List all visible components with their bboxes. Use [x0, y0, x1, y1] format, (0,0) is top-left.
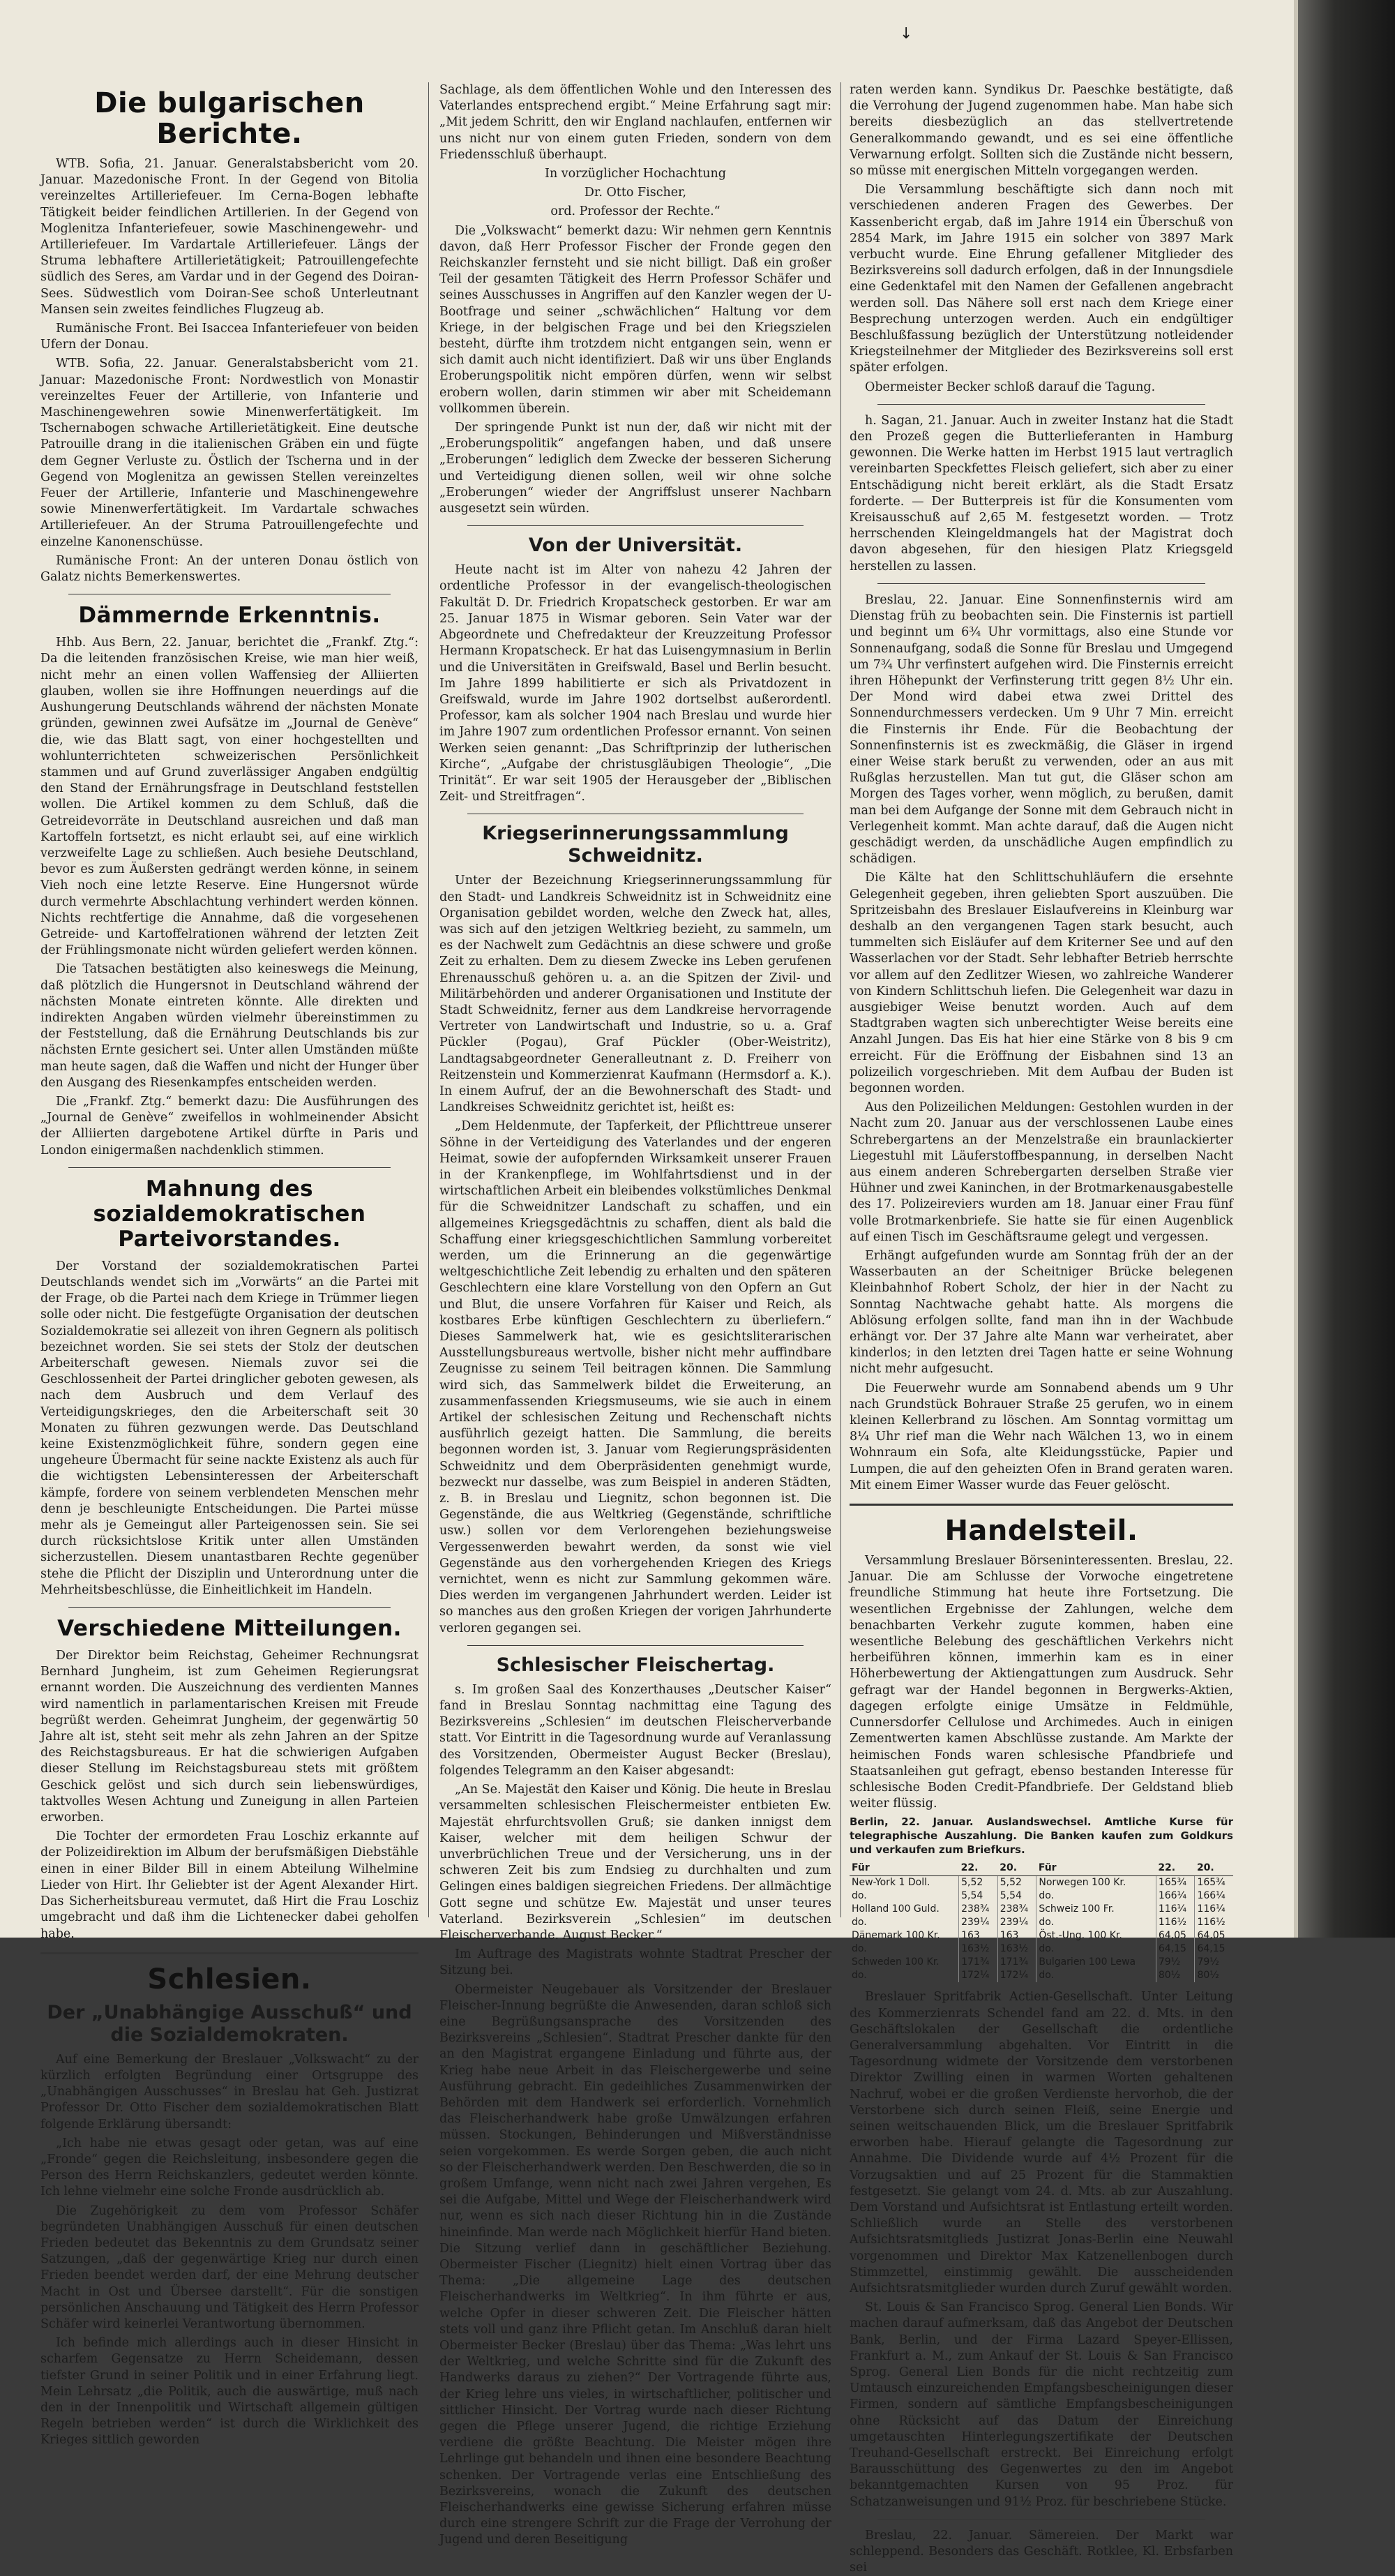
table-cell: 64,15 [1156, 1942, 1195, 1956]
article-paragraph: WTB. Sofia, 21. Januar. Generalstabsbericht vom 20. Januar. Mazedonische Front. In der Gegend von Bitolia vereinzeltes Artilleriefeuer. Im Cerna-Bogen lebhafte Tätigkeit beider feindlichen Artillerien. In der Gegend von Moglenitza Infanteriefeuer, sowie Maschinengewehr- und Artilleriefeuer. Im Vardartale Artilleriefeuer. Längs der Struma lebhaftere Artillerietätigkeit; Patrouillengefechte südlich des Seres, am Vardar und in der Gegend des Doiran-Sees. Südwestlich vom Doiran-See schoß Unterleutnant Mansen sein zweites feindliches Flugzeug ab. [40, 157, 418, 317]
article-paragraph: Versammlung Breslauer Börseninteressenten. Breslau, 22. Januar. Die am Schlusse der Vorwoche eingetretene freundliche Stimmung hat heute ihre Fortsetzung. Die wesentlichen Ergebnisse der Zahlungen, welche dem benachbarten Verkehr zugute kommen, haben eine wesentliche Belebung des geschäftlichen Verkehrs nicht herbeiführen können, immerhin kam es in einer Höherbewertung der Aktiengattungen zum Ausdruck. Sehr gefragt war der Handel begonnen in Bergwerks-Aktien, dagegen erfolgte einige Umsätze in Feldmühle, Cunnersdorfer Cellulose und Archimedes. Auch in einigen Zementwerten kamen Abschlüsse zustande. Am Markte der heimischen Fonds waren schlesische Pfandbriefe und Staatsanleihen gut gefragt, ebenso bestanden Interesse für schlesische Boden Credit-Pfandbriefe. Der Geldstand blieb weiter flüssig. [850, 1554, 1233, 1811]
article-paragraph: Breslau, 22. Januar. Sämereien. Der Markt war schleppend. Besonders das Geschäft. Rotklee, Kl. Erbsfarben sei [850, 2528, 1233, 2575]
article-paragraph: Obermeister Neugebauer als Vorsitzender der Breslauer Fleischer-Innung begrüßte die Anwesenden, daran schloß sich eine Begrüßungsansprache des Vorsitzenden des Bezirksvereins „Schlesien“. Stadtrat Prescher dankte für den an den Magistrat ergangene Einladung und führte aus, der Krieg habe neue Arbeit in das Fleischergewerbe und seine Ausführung gebracht. Ein gedeihliches Zusammenwirken der Behörden mit dem Handwerk sei erforderlich. Vornehmlich das Fleischerhandwerk habe große Umwälzungen erfahren müssen. Stockungen, Behinderungen und Mißverständnisse seien vorgekommen. Es werde Sorgen geben, die auch nicht so der Fleischerhandwerk werden. Den Beschwerden, die so in großem Umfange, wenn nicht nach zwei Jahren vergehen, Es sei die Aufgabe, Mittel und Wege der Fleischerhandwerk wird nur, wenn es sich nach dieser Richtung hin in die Zustände hineinfinde. Man werde nach Möglichkeit hierfür Hand bieten. Die Sitzung verlief dann in geschäftlicher Beziehung. Obermeister Fischer (Liegnitz) hielt einen Vortrag über das Thema: „Die allgemeine Lage des deutschen Fleischerhandwerks im Weltkrieg“. In ihm führte er aus, welche Opfer in dieser schweren Zeit. Die Fleischer hätten stets voll und ganz ihre Pflicht getan. Im Anschluß daran hielt Obermeister Becker (Breslau) über das Thema: „Was lehrt uns der Weltkrieg, und welche Schritte sind für die Zukunft des Handwerks daraus zu ziehen?“ Der Vortragende führte aus, der Krieg lehre uns vieles, in wirtschaftlicher, politischer und sittlicher Hinsicht. Der Vortrag wurde nach dieser Richtung gegen die Pflege unserer Jugend, die richtige Erziehung verdiene die größte Beachtung. Die Meister mögen ihre Lehrlinge gut behandeln und ihnen eine besondere Beachtung schenken. Der Vortragende verlas eine Entschließung des Bezirksvereins, wonach die Zukunft des deutschen Fleischerhandwerks eine gewisse Sicherung erfahren müsse durch eine strengere Schrift zur die Frage der Verrohung der Jugend und deren Beseitigung [439, 1982, 831, 2547]
table-cell: 166¼ [1197, 1890, 1226, 1902]
article-paragraph: Obermeister Becker schloß darauf die Tagung. [865, 380, 1156, 394]
article-paragraph: Der Direktor beim Reichstag, Geheimer Rechnungsrat Bernhard Jungheim, ist zum Geheimen Regierungsrat ernannt worden. Die Auszeichnung des verdienten Mannes wird namentlich in parlamentarischen Kreisen mit Freude begrüßt werden. Geheimrat Jungheim, der gegenwärtig 50 Jahre alt ist, steht seit mehr als zehn Jahren an der Spitze des Reichstagsbureaus. Er hat die schwierigen Aufgaben dieser Stellung im Reichstagsbureau stets mit größtem Geschick gelöst und sich durch sein liebenswürdiges, taktvolles Wesen Achtung und Zuneigung in allen Parteien erworben. [40, 1649, 418, 1825]
table-cell: do. [850, 1889, 959, 1903]
article-paragraph: Die Feuerwehr wurde am Sonnabend abends um 9 Uhr nach Grundstück Bohrauer Straße 25 gerufen, wo in einem kleinen Kellerbrand zu löschen. Am Sonntag vormittag um 8¼ Uhr rief man die Wehr nach Wälchen 13, wo in einem Wohnraum ein Sofa, alte Kleidungsstücke, Papier und Lumpen, die auf den geheizten Ofen in Brand geraten waren. Mit einem Eimer Wasser wurde das Feuer gelöscht. [850, 1381, 1233, 1492]
exchange-rates-heading: Berlin, 22. Januar. Auslandswechsel. Amtliche Kurse für telegraphische Auszahlung. Die Banken kaufen zum Goldkurs und verkaufen zum Briefkurs. [850, 1815, 1233, 1857]
table-cell: 238¾ [959, 1903, 998, 1916]
table-row [850, 1876, 1233, 1890]
article-paragraph: Die Tochter der ermordeten Frau Loschiz erkannte auf der Polizeidirektion im Album der berufsmäßigen Diebstähle einen in einer Bilder Bill in einem Abteilung Wilhelmine Lieder von Hirt. Ihr Geliebter ist der Agent Alexander Hirt. Das Sicherheitsbureau vermutet, daß Hirt die Frau Loschiz umgebracht und daß ihm die Lichtenecker dabei geholfen habe. [40, 1829, 418, 1941]
headline-mahnung: Mahnung des sozialdemokratischen Parteivorstandes. [93, 1176, 366, 1252]
table-cell: Dänemark 100 Kr. [850, 1929, 959, 1942]
table-cell: 171¾ [959, 1956, 998, 1969]
table-cell: do. [850, 1969, 959, 1982]
table-cell: 80½ [1156, 1969, 1195, 1982]
table-cell: 163½ [959, 1942, 998, 1956]
table-cell: Holland 100 Guld. [850, 1903, 959, 1916]
article-paragraph: Breslauer Spritfabrik Actien-Gesellschaft. Unter Leitung des Kommerzienrats Schendel fand am 22. d. Mts. in den Geschäftslokalen der Gesellschaft die ordentliche Generalversammlung abgehalten. Vor Eintritt in die Tagesordnung widmete der Vorsitzende dem verstorbenen Direktor Zwilling einen in warmen Worten gehaltenen Nachruf, wobei er die großen Verdienste hervorhob, die der Verstorbene sich durch seinen Fleiß, seine Energie und seinen weitschauenden Blick, um die Breslauer Spritfabrik erworben habe. Hierauf gelangte die Tagesordnung zur Annahme. Die Dividende wurde auf 4½ Prozent für die Vorzugsaktien und auf 25 Prozent für die Stammaktien festgesetzt. Sie gelangt vom 24. d. Mts. ab zur Auszahlung. Dem Vorstand und Aufsichtsrat ist Entlastung erteilt worden. Schließlich wurde an Stelle des verstorbenen Aufsichtsratsmitglieds Justizrat Jonas-Berlin eine Neuwahl vorgenommen und Direktor Max Katzenellenbogen durch Stimmzettel, einstimmig gewählt. Die ausscheidenden Aufsichtsratsmitglieder wurden durch Zuruf gewählt worden. [850, 1990, 1233, 2296]
table-cell: 172¼ [997, 1969, 1036, 1982]
table-cell: do. [850, 1916, 959, 1929]
article-paragraph: Rumänische Front. Bei Isaccea Infanteriefeuer von beiden Ufern der Donau. [40, 322, 418, 352]
table-row [850, 1942, 1233, 1956]
table-cell: 171¾ [997, 1956, 1036, 1969]
table-cell: 172¼ [959, 1969, 998, 1982]
table-cell: 165¾ [1197, 1877, 1226, 1889]
article-paragraph: Sachlage, als dem öffentlichen Wohle und den Interessen des Vaterlandes entsprechend ergibt.“ Meine Erfahrung sagt mir: „Mit jedem Schritt, den wir England nachlaufen, entfernen wir uns nicht nur von einem guten Frieden, sondern von dem Friedensschluß überhaupt. [439, 83, 831, 162]
table-cell: 163½ [997, 1942, 1036, 1956]
column-header: 22. [1156, 1861, 1195, 1876]
section-title-handelsteil: Handelsteil. [944, 1515, 1138, 1548]
separator [467, 1645, 804, 1646]
article-paragraph: „Dem Heldenmute, der Tapferkeit, der Pflichttreue unserer Söhne in der Verteidigung des Vaterlandes und der engeren Heimat, sowie der aufopfernden Wirksamkeit unserer Frauen in der Krankenpflege, im Wohlfahrtsdienst und in der wirtschaftlichen Arbeit ein bleibendes volkstümliches Denkmal für die Schweidnitzer Landschaft zu schaffen, und ein allgemeines Kriegsgedächtnis zu schaffen, dient als bald die Schaffung einer kriegsgeschichtlichen Sammlung vorbereitet werden, um die Erinnerung an die gegenwärtige weltgeschichtliche Zeit lebendig zu erhalten und den späteren Geschlechtern eine klare Vorstellung von den Opfern an Gut und Blut, die unsere Vorfahren für Kaiser und Reich, als kostbares Erbe künftigen Geschlechtern zu überliefern.“ Dieses Sammelwerk hat, wie es gesichtsliterarischen Ausstellungsbureaus wertvolle, bisher nicht mehr auffindbare Zeugnisse zu seinem Teil beitragen können. Die Sammlung wird sich, das Sammelwerk bildet die Erweiterung, an zusammenfassenden Kriegsmuseums, wie sie auch in einem Artikel der schlesischen Zeitung und Rechenschaft nichts ausführlich gezeigt hatten. Die Sammlung, die bereits begonnen worden ist, 3. Januar vom Regierungspräsidenten Schweidnitz und dem Oberpräsidenten genehmigt wurde, bezweckt nur dasselbe, was zum Beispiel in anderen Städten, z. B. in Breslau und Liegnitz, schon begonnen ist. Die Gegenstände, die aus Weltkrieg (Gegenstände, schriftliche usw.) sollen vor dem Verlorengehen beziehungsweise Vergessenwerden bewahrt werden, da sonst wie viel Gegenstände aus den vorhergehenden Kriegen des Kriegs vernichtet, wenn es nicht zur Sammlung gekommen wäre. Dies werden im vergangenen Jahrhundert werden. Leider ist so manches aus den großen Kriegen der vorigen Jahrhunderte verloren gegangen sei. [439, 1119, 831, 1635]
separator [467, 525, 804, 526]
article-paragraph: St. Louis & San Francisco Sprog. General Lien Bonds. Wir machen darauf aufmerksam, daß das Angebot der Deutschen Bank, Berlin, und der Firma Lazard Speyer-Ellissen, Frankfurt a. M., zum Ankauf der St. Louis & San Francisco Sprog. General Lien Bonds für die nicht rechtzeitig zum Umtausch einzureichenden Empfangsbescheinigungen dieser Firmen, sondern auf sämtliche Empfangsbescheinigungen ohne Rücksicht auf das Datum der Einreichung umgetauschten Hinterlegungszertifikate der Deutschen Treuhand-Gesellschaft erstreckt. Bei Einreichung erfolgt Barausschüttung des Gegenwertes zu den im Angebot bekanntgemachten Kursen von 95 Proz. für Schatzanweisungen und 91½ Proz. für beschriebene Stücke. [850, 2300, 1233, 2509]
column-header: 20. [997, 1861, 1036, 1876]
table-row [850, 1916, 1233, 1929]
table-row [850, 1956, 1233, 1969]
column-header: 22. [959, 1861, 998, 1876]
page-edge [1294, 0, 1298, 1938]
article-paragraph: raten werden kann. Syndikus Dr. Paeschke bestätigte, daß die Verrohung der Jugend zugenommen habe. Man habe sich bereits diesbezüglich an das stellvertretende Generalkommando gewandt, und es sei eine öffentliche Verwarnung erfolgt. Sollten sich die Zustände nicht bessern, so müsse mit energischen Mitteln vorgegangen werden. [850, 83, 1233, 179]
headline-daemmernde-erkenntnis: Dämmernde Erkenntnis. [78, 603, 381, 629]
table-header-row [850, 1861, 1233, 1876]
column-right [850, 82, 1233, 2575]
table-cell: do. [1036, 1969, 1156, 1982]
letter-signature-title: ord. Professor der Rechte.“ [550, 204, 721, 219]
article-paragraph: h. Sagan, 21. Januar. Auch in zweiter Instanz hat die Stadt den Prozeß gegen die Butterlieferanten in Hamburg gewonnen. Die Werke hatten im Herbst 1915 laut vertraglich vereinbarten Speckfettes Fleisch geliefert, sich aber zu einer Entschädigung nicht bereit erklärt, als die Stadt Ersatz forderte. — Der Butterpreis ist für die Konsumenten vom Kreisausschuß auf 2,65 M. festgesetzt worden. — Trotz herrschenden Kleingeldmangels hat der Magistrat doch davon abgesehen, für den hiesigen Platz Kriegsgeld herstellen zu lassen. [850, 413, 1233, 574]
table-cell: 163 [959, 1929, 998, 1942]
article-paragraph: WTB. Sofia, 22. Januar. Generalstabsbericht vom 21. Januar: Mazedonische Front: Nordwestlich von Monastir vereinzeltes Feuer der Artillerie, von Infanterie und Maschinengewehren sowie Minenwerfertätigkeit. Im Tschernabogen schwache Artillerietätigkeit. Eine deutsche Patrouille drang in die italienischen Gräben ein und fügte dem Gegner Verluste zu. Östlich der Tscherna und in der Gegend von Moglenitza an gewissen Stellen vereinzeltes Feuer der Artillerie, Infanterie und Maschinengewehre sowie Minenwerfertätigkeit. Im Vardartale schwaches Artilleriefeuer. An der Struma Patrouillengefechte und einzelne Kanonenschüsse. [40, 357, 418, 549]
separator [40, 1952, 418, 1954]
article-paragraph: Auf eine Bemerkung der Breslauer „Volkswacht“ zu der kürzlich erfolgten Begründung einer Ortsgruppe des „Unabhängigen Ausschusses“ in Breslau hat Geh. Justizrat Professor Dr. Otto Fischer dem sozialdemokratischen Blatt folgende Erklärung übersandt: [40, 2052, 418, 2132]
article-paragraph: Die „Volkswacht“ bemerkt dazu: Wir nehmen gern Kenntnis davon, daß Herr Professor Fischer der Fronde gegen den Reichskanzler fernsteht und sie nicht billigt. Daß ein großer Teil der gesamten Tätigkeit des Herrn Professor Schäfer und seines Ausschusses in Angriffen auf den Kanzler wegen der U-Bootfrage und seiner „schwächlichen“ Haltung vor dem Kriege, in der belgischen Frage und bei den Kriegszielen besteht, dürfte ihm trotzdem nicht entgangen sein, wenn er sich damit auch nicht identifiziert. Daß wir uns über Englands Eroberungspolitik nicht empören dürfen, wenn wir selbst erobern wollen, darin stimmen wir aber mit Scheidemann vollkommen überein. [439, 223, 831, 416]
article-paragraph: Rumänische Front: An der unteren Donau östlich von Galatz nichts Bemerkenswertes. [40, 553, 418, 585]
table-cell: 116½ [1197, 1917, 1226, 1929]
table-cell: 5,54 [959, 1889, 998, 1903]
column-rule [840, 82, 841, 1917]
separator [877, 583, 1205, 584]
book-binding-edge [1294, 0, 1395, 1938]
separator [68, 1607, 391, 1608]
table-cell: Norwegen 100 Kr. [1036, 1876, 1156, 1890]
table-cell: 239¼ [997, 1916, 1036, 1929]
table-cell: Schweden 100 Kr. [850, 1956, 959, 1969]
table-cell: 116½ [1156, 1916, 1195, 1929]
table-cell: do. [850, 1942, 959, 1956]
table-cell: 64,15 [1197, 1943, 1226, 1955]
table-cell: Bulgarien 100 Lewa [1036, 1956, 1156, 1969]
headline-universitaet: Von der Universität. [528, 534, 743, 557]
headline-fleischertag: Schlesischer Fleischertag. [496, 1654, 775, 1676]
article-paragraph: Ich befinde mich allerdings auch in dieser Hinsicht in scharfem Gegensatze zu Herrn Scheidemann, dessen tiefster Grund in seiner Politik und in einer Erfahrung liegt. Mein Lehrsatz „die Politik, auch die auswärtige, muß nach den in der Innenpolitik und Wirtschaft allgemein gültigen Regeln betrieben werden“ ist durch die Wirklichkeit des Krieges sittlich geworden [40, 2336, 418, 2448]
table-cell: 116¼ [1197, 1903, 1226, 1915]
separator [877, 404, 1205, 405]
separator [68, 1167, 391, 1168]
letter-signature: Dr. Otto Fischer, [584, 186, 687, 200]
headline-kriegserinnerungssammlung: Kriegserinnerungssammlung Schweidnitz. [482, 823, 789, 867]
table-row [850, 1969, 1233, 1982]
article-paragraph: Der springende Punkt ist nun der, daß wir nicht mit der „Eroberungspolitik“ angefangen haben, und daß unsere „Eroberungen“ lediglich dem Zwecke der besseren Sicherung und Verteidigung dienen sollen, weil wir ohne solche „Eroberungen“ wieder der Angriffslust unserer Nachbarn ausgesetzt sein würden. [439, 421, 831, 516]
headline-bulgarian-reports: Die bulgarischen Berichte. [94, 87, 365, 150]
table-cell: 80½ [1197, 1970, 1219, 1982]
table-cell: 238¾ [997, 1903, 1036, 1916]
column-header: Für [850, 1861, 959, 1876]
table-cell: 239¼ [959, 1916, 998, 1929]
column-middle [439, 82, 831, 2547]
table-cell: 64,05 [1156, 1929, 1195, 1942]
article-paragraph: „An Se. Majestät den Kaiser und König. Die heute in Breslau versammelten schlesischen Fleischermeister entbieten Ew. Majestät ehrfurchtsvollen Gruß; sie danken innigst dem Kaiser, welcher mit dem heiligen Schwur der unverbrüchlichen Treue und der Versicherung, uns in der schweren Zeit bis zum Endsieg zu durchhalten und zum Gelingen eines baldigen siegreichen Friedens. Der allmächtige Gott segne und schütze Ew. Majestät und unser teures Vaterland. Bezirksverein „Schlesien“ im deutschen Fleischerverbande. August Becker.“ [439, 1783, 831, 1942]
article-paragraph: Heute nacht ist im Alter von nahezu 42 Jahren der ordentliche Professor in der evangelisch-theologischen Fakultät D. Dr. Friedrich Kropatscheck gestorben. Er war am 25. Januar 1875 in Wismar geboren. Sein Vater war der Abgeordnete und Chefredakteur der Kreuzzeitung Professor Hermann Kropatscheck. Er hat das Luisengymnasium in Berlin und die Universitäten in Greifswald, Basel und Berlin besucht. Im Jahre 1899 habilitierte er sich als Privatdozent in Greifswald, wurde im Jahre 1902 dortselbst außerordentl. Professor, kam als solcher 1904 nach Breslau und wurde hier im Jahre 1907 zum ordentlichen Professor ernannt. Von seinen Werken seien genannt: „Das Schriftprinzip der lutherischen Kirche“, „Aufgabe der christusgläubigen Theologie“, „Die Trinität“. Er war seit 1905 der Herausgeber der „Biblischen Zeit- und Streitfragen“. [439, 563, 831, 804]
table-cell: do. [1036, 1916, 1156, 1929]
table-cell: 163 [997, 1929, 1036, 1942]
article-paragraph: Der Vorstand der sozialdemokratischen Partei Deutschlands wendet sich im „Vorwärts“ an die Partei mit der Frage, ob die Partei nach dem Kriege in Trümmer liegen solle oder nicht. Die festgefügte Organisation der deutschen Sozialdemokratie sei allezeit von ihren Gegnern als politisch bezeichnet worden. Sie sei stets der Stolz der deutschen Arbeiterschaft gewesen. Niemals zuvor sei die Geschlossenheit der Partei dringlicher geboten gewesen, als nach dem Ausbruch und dem Verlauf des Verteidigungskrieges, den die Arbeiterschaft seit 30 Monaten zu führen gezwungen werde. Das Deutschland keine Existenzmöglichkeit führe, sondern gegen eine ungeheure Übermacht für seine nackte Existenz als auch für die wichtigsten Lebensinteressen der Arbeiterschaft kämpfe, fordere von seinem verblendeten Menschen mehr denn je beschleunigte Entscheidungen. Die Partei müsse mehr als je Gemeingut aller Parteigenossen sein. Sie sei durch rücksichtslose Kritik unter allen Umständen sicherzustellen. Diesem unantastbaren Rechte gegenüber stehe die Pflicht der Disziplin und Unterordnung unter die Mehrheitsbeschlüsse, die Einheitlichkeit im Handeln. [40, 1259, 418, 1597]
table-cell: 5,54 [997, 1889, 1036, 1903]
table-row [850, 1929, 1233, 1942]
exchange-rates-table [850, 1861, 1233, 1982]
table-cell: 165¾ [1156, 1876, 1195, 1890]
table-cell: 5,52 [997, 1876, 1036, 1890]
headline-unabhaengiger-ausschuss: Der „Unabhängige Ausschuß“ und die Sozialdemokraten. [47, 2001, 412, 2046]
article-paragraph: Hhb. Aus Bern, 22. Januar, berichtet die „Frankf. Ztg.“: Da die leitenden französischen Kreise, wie man hier weiß, nicht mehr an einen vollen Waffensieg der Alliierten glauben, wollen sie ihre Hoffnungen neuerdings auf die Aushungerung Deutschlands während der nächsten Monate gründen, gewinnen zwei Aufsätze im „Journal de Genève“ die, wie das Blatt sagt, von einer hochgestellten und wohlunterrichteten schweizerischen Persönlichkeit stammen und auf Grund zuverlässiger Angaben endgültig den Stand der Ernährungsfrage in Deutschland feststellen wollen. Die Artikel kommen zu dem Schluß, daß die Getreidevorräte in Deutschland ausreichen und daß man Kartoffeln fortsetzt, es nicht erlaubt sei, auf eine wirklich verzweifelte Lage zu schließen. Auch besiehe Deutschland, bevor es zum Äußersten gedrängt werden könne, in seinem Vieh noch eine letzte Reserve. Eine Hungersnot würde durch vermehrte Abschlachtung verhindert werden können. Nichts rechtfertige die Annahme, daß die vorgesehenen Getreide- und Kartoffelrationen während der letzten Zeit der Frühlingsmonate nicht würden geliefert werden können. [40, 636, 418, 958]
table-cell: 166¼ [1156, 1889, 1195, 1903]
article-paragraph: Die Kälte hat den Schlittschuhläufern die ersehnte Gelegenheit gegeben, ihren geliebten Sport auszuüben. Die Spritzeisbahn des Breslauer Eislaufvereins in Kleinburg war deshalb an den vergangenen Tagen stark besucht, auch tummelten sich Eisläufer auf dem Kriterner See und auf den Wasserlachen vor der Stadt. Sehr lebhafter Betrieb herrschte vor allem auf den Zedlitzer Wiesen, wo zahlreiche Wanderer von Kindern Schlittschuh liefen. Die Gelegenheit war dazu in ausgiebiger Weise benutzt worden. Auch auf dem Stadtgraben wagten sich unberechtigter Weise bereits eine Anzahl Jungen. Das Eis hat hier eine Stärke von 8 bis 9 cm erreicht. Für die Eröffnung der Eisbahnen sind 13 an polizeilich vorgeschrieben. Mit dem Aufbau der Buden ist begonnen worden. [850, 871, 1233, 1095]
table-cell: 79½ [1156, 1956, 1195, 1969]
table-cell: do. [1036, 1942, 1156, 1956]
table-cell: 116¼ [1156, 1903, 1195, 1916]
column-left [40, 82, 418, 2448]
table-cell: Öst.-Ung. 100 Kr. [1036, 1929, 1156, 1942]
table-row [850, 1889, 1233, 1903]
article-paragraph: Aus den Polizeilichen Meldungen: Gestohlen wurden in der Nacht zum 20. Januar aus der verschlossenen Laube eines Schrebergartens an der Menzelstraße ein braunlackierter Liegestuhl mit Läuferstoffbespannung, in derselben Nacht aus einem anderen Schrebergarten derselben Straße vier Hühner und zwei Kaninchen, in der Brotmarkenausgabestelle des 17. Polizeireviers wurden am 18. Januar einer Frau fünf volle Brotmarkenbriefe. Sie hatte sie für einen Augenblick auf einen Tisch im Geschäftsraume gelegt und vergessen. [850, 1100, 1233, 1244]
separator [850, 1504, 1233, 1506]
page-marker: ↓ [900, 25, 913, 43]
article-paragraph: Erhängt aufgefunden wurde am Sonntag früh der an der Wasserbauten an der Scheitniger Brücke belegenen Kleinbahnhof Robert Scholz, der hier in der Nacht zu Sonntag Nachtwache gehabt hatte. Als morgens die Ablösung erfolgen sollte, fand man ihn in der Wachbude erhängt vor. Der 37 Jahre alte Mann war verheiratet, aber kinderlos; in den letzten drei Tagen hatte er seine Wohnung nicht mehr aufgesucht. [850, 1249, 1233, 1377]
table-cell: do. [1036, 1889, 1156, 1903]
article-paragraph: Breslau, 22. Januar. Eine Sonnenfinsternis wird am Dienstag früh zu beobachten sein. Die Finsternis ist partiell und beginnt um 6¾ Uhr vormittags, also eine Stunde vor Sonnenaufgang, sodaß die Sonne für Breslau und Umgegend um 7¾ Uhr verfinstert aufgehen wird. Die Finsternis erreicht ihren Höhepunkt der Verfinsterung tritt gegen 8½ Uhr ein. Der Mond wird dabei etwa zwei Drittel des Sonnendurchmessers verdecken. Um 9 Uhr 7 Min. erreicht die Finsternis ihr Ende. Für die Beobachtung der Sonnenfinsternis ist es zweckmäßig, die Gläser in irgend einer Weise stark berußt zu verwenden, oder an aus mit Rußglas herzustellen. Man tut gut, die Gläser schon am Morgen des Tages vorher, wenn möglich, zu berußen, damit man bei dem Aufgange der Sonne mit dem Gebrauch nicht in Verlegenheit kommt. Man achte darauf, daß die Augen nicht geschädigt werden, da unschädliche Augen empfindlich zu schädigen. [850, 592, 1233, 867]
article-paragraph: Die Versammlung beschäftigte sich dann noch mit verschiedenen anderen Fragen des Gewerbes. Der Kassenbericht ergab, daß im Jahre 1914 ein Überschuß von 2854 Mark, im Jahre 1915 ein solcher von 3897 Mark verbucht wurde. Eine Ehrung gefallener Mitglieder des Bezirksvereins soll dadurch erfolgen, daß in der Innungsdiele eine Gedenktafel mit den Namen der Gefallenen angebracht werden soll. Das Nähere soll erst nach dem Kriege einer Besprechung unterzogen werden. Auch ein endgültiger Beschlußfassung bezüglich der Unterstützung notleidender Kriegsteilnehmer der Mitglieder des Bezirksvereins soll erst später erfolgen. [850, 183, 1233, 375]
letter-closing: In vorzüglicher Hochachtung [545, 167, 726, 181]
article-paragraph: Die Zugehörigkeit zu dem vom Professor Schäfer begründeten Unabhängigen Ausschuß für einen deutschen Frieden bedeutet das Bekenntnis zu dem Grundsatz seiner Satzungen, „daß der gegenwärtige Krieg nur durch einen Frieden beendet werden darf, der eine Mehrung deutscher Macht in Ost und Übersee darstellt“. Für die sonstigen persönlichen Anschauung und Tätigkeit des Herrn Professor Schäfer wird keinerlei Verantwortung übernommen. [40, 2203, 418, 2331]
table-cell: 64,05 [1197, 1930, 1226, 1942]
column-rule [428, 82, 429, 1917]
article-paragraph: „Ich habe nie etwas gesagt oder getan, was auf eine „Fronde“ gegen die Reichsleitung, insbesondere gegen die Person des Herrn Reichskanzlers, gedeutet werden könnte. Ich lehne vielmehr eine solche Fronde ausdrücklich ab. [40, 2136, 418, 2199]
article-paragraph: Die „Frankf. Ztg.“ bemerkt dazu: Die Ausführungen des „Journal de Genève“ zweifellos in wohlmeinender Absicht der Alliierten dargebotene Artikel dürfte in Paris und London einigermaßen nachdenklich stimmen. [40, 1094, 418, 1158]
headline-verschiedene-mitteilungen: Verschiedene Mitteilungen. [57, 1616, 402, 1642]
article-paragraph: Im Auftrage des Magistrats wohnte Stadtrat Prescher der Sitzung bei. [439, 1947, 831, 1978]
article-paragraph: s. Im großen Saal des Konzerthauses „Deutscher Kaiser“ fand in Breslau Sonntag nachmittag eine Tagung des Bezirksvereins „Schlesien“ im deutschen Fleischerverbande statt. Vor Eintritt in die Tagesordnung wurde auf Veranlassung des Vorsitzenden, Obermeister August Becker (Breslau), folgendes Telegramm an den Kaiser abgesandt: [439, 1682, 831, 1778]
article-paragraph: Unter der Bezeichnung Kriegserinnerungssammlung für den Stadt- und Landkreis Schweidnitz ist in Schweidnitz eine Organisation gebildet worden, welche den Zweck hat, alles, was sich auf den jetzigen Weltkrieg bezieht, zu sammeln, um es der Nachwelt zum Gedächtnis an diese schwere und große Zeit zu erhalten. Dem zu diesem Zwecke ins Leben gerufenen Ehrenausschuß gehören u. a. an die Spitzen der Zivil- und Militärbehörden und anderer Organisationen und Institute der Stadt Schweidnitz, ferner aus dem Landkreise hervorragende Vertreter von Landwirtschaft und Industrie, so u. a. Graf Pückler (Pogau), Graf Pückler (Ober-Weistritz), Landtagsabgeordneter Generalleutnant z. D. Freiherr von Reitzenstein und Kommerzienrat Kaufmann (Hermsdorf a. K.). In einem Aufruf, der an die Bewohnerschaft des Stadt- und Landkreises Schweidnitz gerichtet ist, heißt es: [439, 874, 831, 1115]
table-cell: 79½ [1197, 1956, 1219, 1968]
article-paragraph: Die Tatsachen bestätigten also keineswegs die Meinung, daß plötzlich die Hungersnot in Deutschland während der nächsten Monate eintreten könnte. Alle direkten und indirekten Angaben würden vielmehr übereinstimmen zu der Feststellung, daß die Ernährung Deutschlands bis zur nächsten Ernte gesichert sei. Unter allen Umständen müßte man heute sagen, daß die Waffen und nicht der Hunger über den Ausgang des Riesenkampfes entscheiden werden. [40, 962, 418, 1090]
section-title-schlesien: Schlesien. [147, 1963, 312, 1995]
table-row [850, 1903, 1233, 1916]
table-cell: 5,52 [959, 1876, 998, 1890]
column-header: 20. [1195, 1861, 1233, 1876]
table-cell: Schweiz 100 Fr. [1036, 1903, 1156, 1916]
column-header: Für [1036, 1861, 1156, 1876]
table-cell: New-York 1 Doll. [850, 1876, 959, 1890]
